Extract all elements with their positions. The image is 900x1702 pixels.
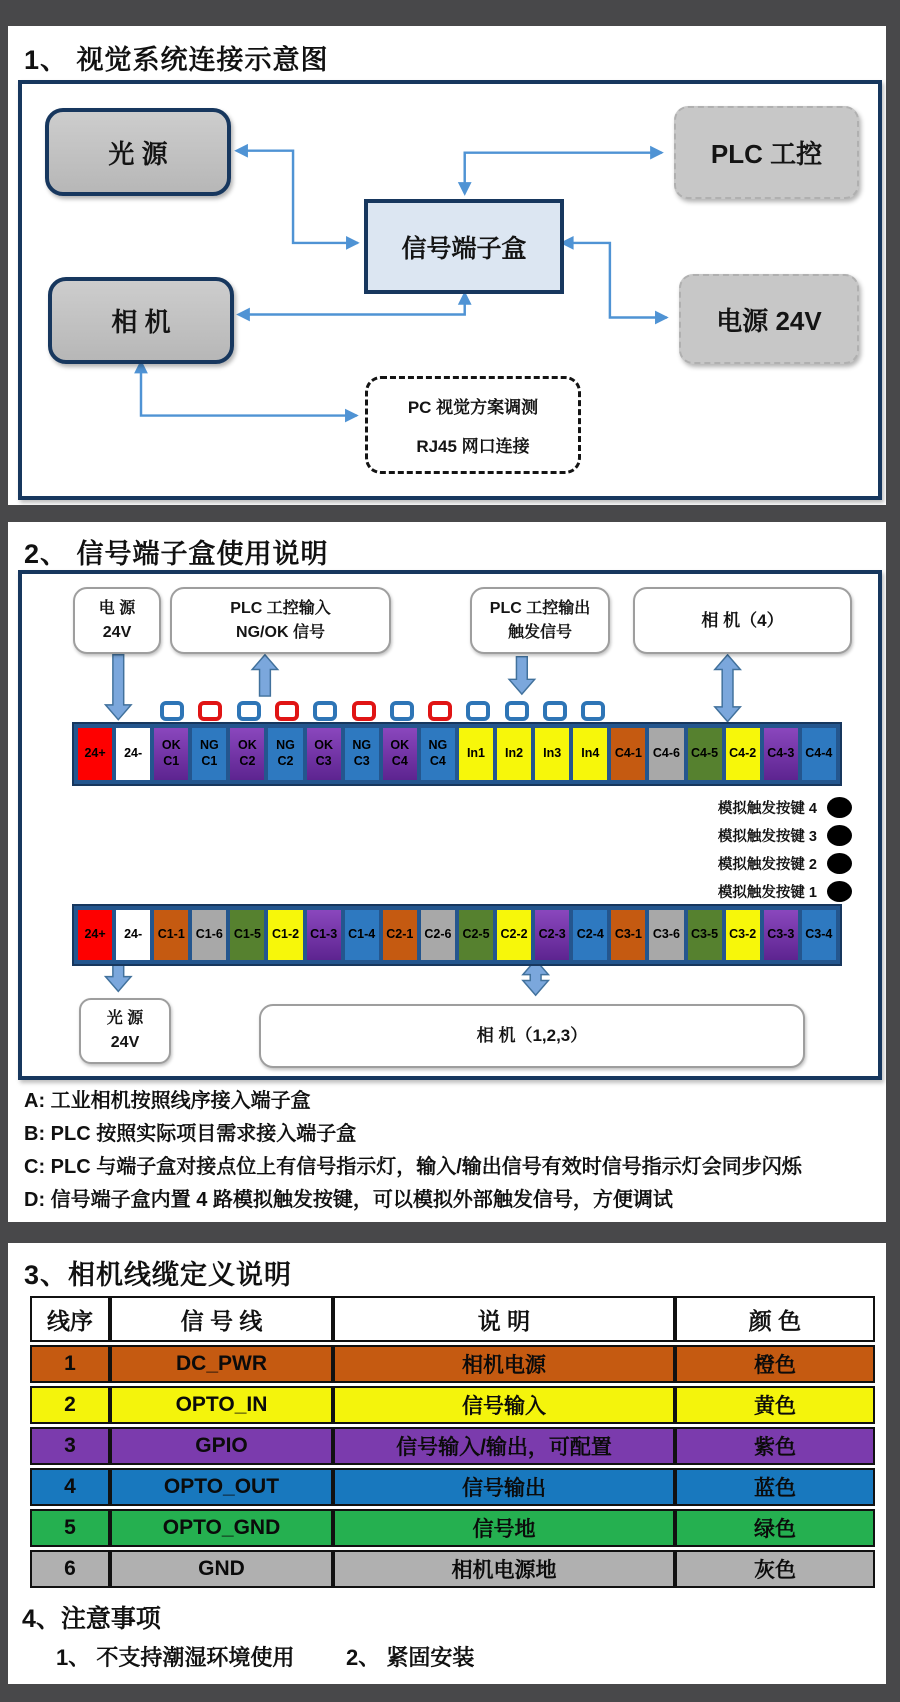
section-4-title: 4、注意事项 [22,1605,161,1633]
blue-indicator-led [543,701,567,721]
trigger-button-label: 模拟触发按键 3 [717,828,817,845]
terminal-cell-c4-2: C4-2 [726,728,760,780]
cable-cell: 灰色 [675,1550,875,1588]
cable-cell: 绿色 [675,1509,875,1547]
terminal-cell-c1-6: C1-6 [192,910,226,960]
power-24v-box: 电源 24V [679,274,859,364]
terminal-cell-c3-1: C3-1 [611,910,645,960]
table-header-cell: 线序 [30,1296,110,1342]
red-indicator-led [275,701,299,721]
cable-cell: 信号地 [333,1509,675,1547]
terminal-cell-c1-3: C1-3 [307,910,341,960]
terminal-cell-c4-6: C4-6 [649,728,683,780]
trigger-button [827,797,852,818]
cable-cell: 相机电源 [333,1345,675,1383]
trigger-button-row [582,796,852,818]
cable-cell: GPIO [110,1427,333,1465]
pc-debug-box [365,376,581,474]
terminal-cell-c1-5: C1-5 [230,910,264,960]
terminal-strip-bottom [72,904,842,966]
camera-box: 相 机 [48,277,234,364]
terminal-cell-ok-c1: OK C1 [154,728,188,780]
section-3-title: 3、相机线缆定义说明 [24,1260,293,1290]
terminal-cell-c3-5: C3-5 [688,910,722,960]
blue-indicator-led [466,701,490,721]
terminal-cell-c3-6: C3-6 [649,910,683,960]
red-indicator-led [428,701,452,721]
trigger-button-row [582,824,852,846]
terminal-cell-c2-3: C2-3 [535,910,569,960]
terminal-cell-c2-2: C2-2 [497,910,531,960]
pc-box-line2: RJ45 网口连接 [416,437,530,456]
section-1-panel [8,26,886,505]
cable-cell: 信号输出 [333,1468,675,1506]
caution-item-1: 1、 不支持潮湿环境使用 [56,1645,295,1670]
terminal-cell-24-: 24- [116,728,150,780]
terminal-cell-24-: 24- [116,910,150,960]
cable-cell: 5 [30,1509,110,1547]
terminal-cell-c2-4: C2-4 [573,910,607,960]
usage-note-line: B: PLC 按照实际项目需求接入端子盒 [24,1123,357,1145]
section-2-panel [8,522,886,1222]
terminal-cell-c4-5: C4-5 [688,728,722,780]
terminal-box-diagram [18,570,882,1080]
blue-indicator-led [390,701,414,721]
cable-cell: 3 [30,1427,110,1465]
usage-notes [24,1084,874,1216]
trigger-button-row [582,880,852,902]
table-header-cell: 颜 色 [675,1296,875,1342]
terminal-cell-c4-4: C4-4 [802,728,836,780]
terminal-cell-c3-3: C3-3 [764,910,798,960]
terminal-cell-24+: 24+ [78,728,112,780]
table-header-row [30,1296,875,1342]
trigger-button-label: 模拟触发按键 2 [717,856,817,873]
usage-note-line: D: 信号端子盒内置 4 路模拟触发按键，可以模拟外部触发信号，方便调试 [24,1189,673,1211]
terminal-cell-ok-c4: OK C4 [383,728,417,780]
cable-cell: 黄色 [675,1386,875,1424]
terminal-cell-ok-c2: OK C2 [230,728,264,780]
usage-note-line: C: PLC 与端子盒对接点位上有信号指示灯，输入/输出信号有效时信号指示灯会同步闪烁 [24,1156,802,1178]
table-header-cell: 说 明 [333,1296,675,1342]
light-source-24v-label: 光 源 24V [79,998,171,1064]
cable-cell: 6 [30,1550,110,1588]
terminal-cell-ng-c2: NG C2 [268,728,302,780]
plc-output-label: PLC 工控输出 触发信号 [470,587,610,654]
power-24v-label: 电 源 24V [73,587,161,654]
light-source-box: 光 源 [45,108,231,196]
blue-indicator-led [581,701,605,721]
section-1-title: 1、 视觉系统连接示意图 [24,45,329,75]
blue-indicator-led [237,701,261,721]
terminal-cell-c1-4: C1-4 [345,910,379,960]
trigger-button [827,853,852,874]
trigger-button-list [582,796,852,908]
trigger-button-label: 模拟触发按键 1 [717,884,817,901]
terminal-cell-c1-1: C1-1 [154,910,188,960]
terminal-cell-in4: In4 [573,728,607,780]
caution-item-2: 2、 紧固安装 [346,1645,475,1670]
cable-cell: 1 [30,1345,110,1383]
blue-indicator-led [505,701,529,721]
terminal-cell-ok-c3: OK C3 [307,728,341,780]
cable-row [30,1345,875,1383]
cable-row [30,1386,875,1424]
camera-123-label: 相 机（1,2,3） [259,1004,805,1068]
terminal-cell-c1-2: C1-2 [268,910,302,960]
section-3-panel [8,1243,886,1684]
terminal-cell-in2: In2 [497,728,531,780]
trigger-button [827,881,852,902]
pc-box-line1: PC 视觉方案调测 [407,398,539,417]
cable-cell: 蓝色 [675,1468,875,1506]
terminal-cell-c3-4: C3-4 [802,910,836,960]
terminal-cell-in3: In3 [535,728,569,780]
cable-cell: 2 [30,1386,110,1424]
cable-cell: GND [110,1550,333,1588]
cable-cell: OPTO_IN [110,1386,333,1424]
section-2-title: 2、 信号端子盒使用说明 [24,539,329,569]
terminal-cell-c4-3: C4-3 [764,728,798,780]
cable-row [30,1550,875,1588]
terminal-cell-in1: In1 [459,728,493,780]
cable-cell: 相机电源地 [333,1550,675,1588]
terminal-cell-ng-c1: NG C1 [192,728,226,780]
signal-terminal-box: 信号端子盒 [364,199,564,294]
terminal-cell-24+: 24+ [78,910,112,960]
red-indicator-led [352,701,376,721]
terminal-cell-c2-1: C2-1 [383,910,417,960]
terminal-cell-c3-2: C3-2 [726,910,760,960]
vision-system-diagram [18,80,882,500]
cable-row [30,1468,875,1506]
cable-row [30,1427,875,1465]
terminal-cell-c2-6: C2-6 [421,910,455,960]
terminal-cell-c4-1: C4-1 [611,728,645,780]
plc-input-label: PLC 工控输入 NG/OK 信号 [170,587,391,654]
terminal-cell-ng-c4: NG C4 [421,728,455,780]
cable-cell: 信号输入 [333,1386,675,1424]
terminal-cell-ng-c3: NG C3 [345,728,379,780]
table-header-cell: 信 号 线 [110,1296,333,1342]
blue-indicator-led [313,701,337,721]
cable-row [30,1509,875,1547]
terminal-strip-top [72,722,842,786]
blue-indicator-led [160,701,184,721]
camera-4-label: 相 机（4） [633,587,852,654]
cable-cell: 信号输入/输出，可配置 [333,1427,675,1465]
trigger-button [827,825,852,846]
cable-cell: 4 [30,1468,110,1506]
plc-box: PLC 工控 [674,106,859,199]
terminal-cell-c2-5: C2-5 [459,910,493,960]
trigger-button-label: 模拟触发按键 4 [717,800,817,817]
cable-cell: 橙色 [675,1345,875,1383]
cable-cell: OPTO_OUT [110,1468,333,1506]
usage-note-line: A: 工业相机按照线序接入端子盒 [24,1090,311,1112]
trigger-button-row [582,852,852,874]
cable-cell: OPTO_GND [110,1509,333,1547]
cable-cell: 紫色 [675,1427,875,1465]
cable-definition-table [30,1293,875,1591]
red-indicator-led [198,701,222,721]
cable-cell: DC_PWR [110,1345,333,1383]
